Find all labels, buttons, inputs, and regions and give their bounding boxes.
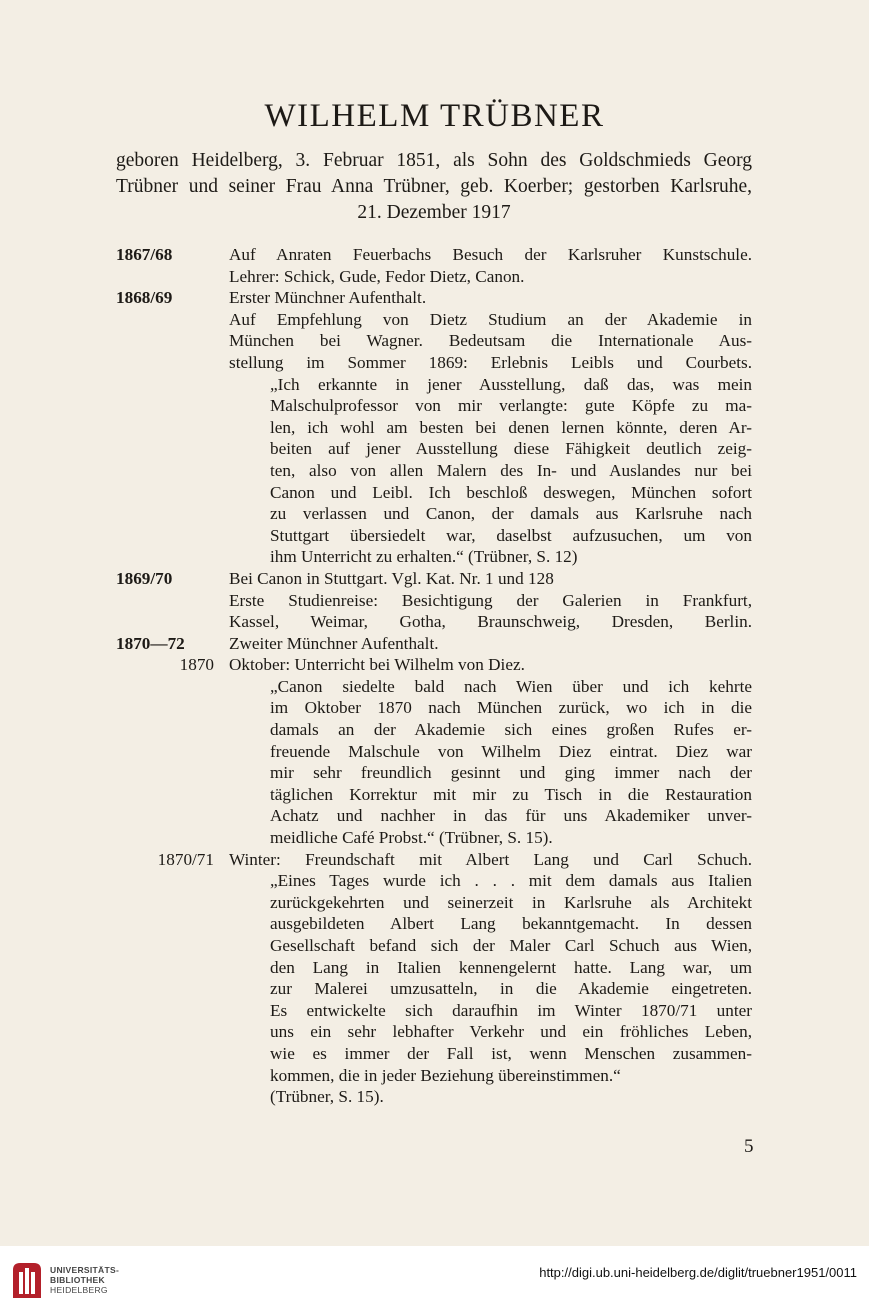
- entry-year: 1870/71: [157, 849, 214, 869]
- subtitle-line: 21. Dezember 1917: [357, 202, 511, 223]
- quotation-line: „Eines Tages wurde ich . . . mit dem damals aus Italien: [270, 871, 752, 891]
- chronology-row: [0, 676, 869, 698]
- chronology-row: [0, 309, 869, 331]
- chronology-row: [0, 762, 869, 784]
- entry-year: 1867/68: [116, 245, 173, 264]
- chronology-row: [0, 957, 869, 979]
- quotation-line: Achatz und nachher in das für uns Akademiker unver-: [270, 806, 752, 826]
- chronology-row: [0, 935, 869, 957]
- chronology-row: [0, 784, 869, 806]
- chronology-row: [0, 870, 869, 892]
- entry-text-line: Oktober: Unterricht bei Wilhelm von Diez.: [229, 655, 525, 675]
- chronology-row: [0, 460, 869, 482]
- quotation-line: den Lang in Italien kennengelernt hatte. Lang war, um: [270, 957, 752, 977]
- chronology-row: [0, 697, 869, 719]
- chronology-row: [0, 503, 869, 525]
- quotation-line: mir sehr freundlich gesinnt und ging immer nach der: [270, 763, 752, 783]
- chronology-row: [0, 438, 869, 460]
- chronology-row: [0, 590, 869, 612]
- chronology-row: [0, 892, 869, 914]
- footer-bar: [0, 1246, 869, 1313]
- entry-text-line: München bei Wagner. Bedeutsam die Internationale Aus-: [229, 331, 752, 351]
- chronology-row: [0, 546, 869, 568]
- page-title: WILHELM TRÜBNER: [264, 98, 605, 134]
- quotation-line: zu verlassen und Canon, der damals aus Karlsruhe nach: [270, 504, 752, 524]
- quotation-line: ausgebildeten Albert Lang bekanntgemacht. In dessen: [270, 914, 752, 934]
- chronology-row: [0, 633, 869, 655]
- entry-year: 1870—72: [116, 633, 185, 653]
- chronology-row: [0, 395, 869, 417]
- page-number: 5: [744, 1136, 754, 1157]
- quotation-line: Malschulprofessor von mir verlangte: gute Köpfe zu ma-: [270, 396, 752, 416]
- quotation-line: zur Malerei umzusatteln, in die Akademie eingetreten.: [270, 979, 752, 999]
- chronology-row: [0, 1065, 869, 1087]
- quotation-line: Stuttgart übersiedelt war, daselbst aufzusuchen, um von: [270, 525, 752, 545]
- quotation-line: „Canon siedelte bald nach Wien über und ich kehrte: [270, 676, 752, 696]
- quotation-line: Gesellschaft befand sich der Maler Carl Schuch aus Wien,: [270, 936, 752, 955]
- quotation-line: ten, also von allen Malern des In- und Auslandes nur bei: [270, 460, 752, 480]
- quotation-line: freuende Malschule von Wilhelm Diez eintrat. Diez war: [270, 741, 752, 761]
- chronology-row: [0, 719, 869, 741]
- chronology-row: [0, 352, 869, 374]
- entry-text-line: stellung im Sommer 1869: Erlebnis Leibls und Courbets.: [229, 352, 752, 372]
- quotation-line: zurückgekehrten und seinerzeit in Karlsruhe als Architekt: [270, 892, 752, 912]
- chronology-row: [0, 266, 869, 288]
- quotation-line: wie es immer der Fall ist, wenn Menschen zusammen-: [270, 1043, 752, 1063]
- chronology-row: [0, 1086, 869, 1108]
- quotation-line: Canon und Leibl. Ich beschloß deswegen, München sofort: [270, 482, 752, 502]
- entry-text-line: Kassel, Weimar, Gotha, Braunschweig, Dresden, Berlin.: [229, 612, 752, 632]
- chronology-row: [0, 827, 869, 849]
- library-name-line: BIBLIOTHEK: [50, 1275, 105, 1285]
- quotation-line: len, ich wohl am besten bei denen lernen könnte, deren Ar-: [270, 417, 752, 437]
- chronology-row: [0, 330, 869, 352]
- quotation-line: täglichen Korrektur mit mir zu Tisch in die Restauration: [270, 784, 752, 804]
- quotation-line: beiten auf jener Ausstellung diese Fähigkeit deutlich zeig-: [270, 439, 752, 459]
- library-name: [50, 1265, 119, 1295]
- chronology-row: [0, 1043, 869, 1065]
- chronology-row: [0, 913, 869, 935]
- chronology-row: [0, 525, 869, 547]
- entry-text-line: Winter: Freundschaft mit Albert Lang und Carl Schuch.: [229, 849, 752, 869]
- chronology-row: [0, 849, 869, 871]
- university-library-logo-icon: [10, 1260, 44, 1300]
- entry-text-line: Lehrer: Schick, Gude, Fedor Dietz, Canon.: [229, 266, 525, 286]
- biography-header: [116, 148, 752, 226]
- chronology-row: [0, 805, 869, 827]
- entry-text-line: Erste Studienreise: Besichtigung der Galerien in Frankfurt,: [229, 590, 752, 610]
- subtitle-line: geboren Heidelberg, 3. Februar 1851, als Sohn des Goldschmieds Georg: [116, 150, 752, 171]
- chronology-row: [0, 374, 869, 396]
- quotation-line: (Trübner, S. 15).: [270, 1087, 384, 1107]
- library-name-line: HEIDELBERG: [50, 1285, 108, 1295]
- chronology-row: [0, 482, 869, 504]
- chronology-row: [0, 654, 869, 676]
- chronology-row: [0, 1000, 869, 1022]
- chronology-row: [0, 611, 869, 633]
- quotation-line: im Oktober 1870 nach München zurück, wo ich in die: [270, 698, 752, 718]
- quotation-line: ihm Unterricht zu erhalten.“ (Trübner, S. 12): [270, 547, 578, 567]
- entry-text-line: Auf Empfehlung von Dietz Studium an der Akademie in: [229, 309, 752, 329]
- chronology-row: [0, 417, 869, 439]
- quotation-line: „Ich erkannte in jener Ausstellung, daß das, was mein: [270, 374, 752, 394]
- quotation-line: kommen, die in jeder Beziehung übereinstimmen.“: [270, 1065, 621, 1085]
- subtitle-line: Trübner und seiner Frau Anna Trübner, geb. Koerber; gestorben Karlsruhe,: [116, 176, 752, 197]
- quotation-line: damals an der Akademie sich eines großen Rufes er-: [270, 720, 752, 740]
- source-url-link[interactable]: http://digi.ub.uni-heidelberg.de/diglit/truebner1951/0011: [539, 1265, 857, 1280]
- library-name-line: UNIVERSITÄTS-: [50, 1265, 120, 1275]
- entry-year: 1869/70: [116, 568, 173, 588]
- chronology-row: [0, 568, 869, 590]
- chronology-row: [0, 741, 869, 763]
- chronology-row: [0, 1021, 869, 1043]
- quotation-line: Es entwickelte sich daraufhin im Winter 1870/71 unter: [270, 1000, 752, 1020]
- chronology-row: [0, 287, 869, 309]
- chronology-row: [0, 244, 869, 266]
- entry-text-line: Zweiter Münchner Aufenthalt.: [229, 633, 439, 653]
- entry-text-line: Bei Canon in Stuttgart. Vgl. Kat. Nr. 1 und 128: [229, 568, 554, 588]
- quotation-line: uns ein sehr lebhafter Verkehr und ein fröhliches Leben,: [270, 1022, 752, 1042]
- entry-text-line: Auf Anraten Feuerbachs Besuch der Karlsruher Kunstschule.: [229, 245, 752, 264]
- entry-text-line: Erster Münchner Aufenthalt.: [229, 288, 427, 308]
- quotation-line: meidliche Café Probst.“ (Trübner, S. 15).: [270, 828, 553, 848]
- entry-year: 1870: [179, 655, 214, 675]
- entry-year: 1868/69: [116, 288, 173, 308]
- chronology-row: [0, 978, 869, 1000]
- chronology: [0, 244, 869, 1108]
